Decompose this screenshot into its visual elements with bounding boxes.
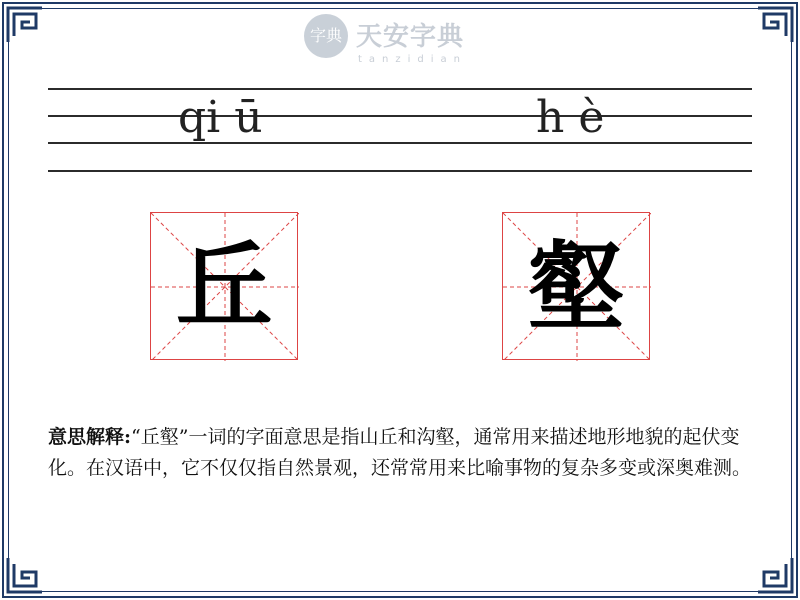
- pinyin-line-1: [48, 88, 752, 90]
- character-second: 壑: [528, 230, 624, 343]
- logo-subtitle: tanzidian: [358, 54, 468, 65]
- pinyin-second: h è: [536, 92, 605, 143]
- logo-title: 天安字典: [356, 22, 465, 52]
- corner-ornament-bottom-right: [754, 554, 796, 596]
- inner-border: [8, 8, 792, 592]
- character-box-first: [150, 212, 298, 360]
- definition-text: “丘壑”一词的字面意思是指山丘和沟壑，通常用来描述地形地貌的起伏变化。在汉语中，它不仅仅指自然景观，还常常用来比喻事物的复杂多变或深奥难测。: [48, 426, 752, 479]
- definition-label: 意思解释:: [48, 426, 132, 448]
- pinyin-first: qi ū: [178, 92, 263, 143]
- pinyin-line-3: [48, 142, 752, 144]
- corner-ornament-top-left: [4, 4, 46, 46]
- watermark-logo: [300, 10, 500, 70]
- pinyin-line-2: [48, 115, 752, 117]
- definition-paragraph: [48, 422, 752, 484]
- logo-badge: 字典: [304, 14, 348, 58]
- corner-ornament-top-right: [754, 4, 796, 46]
- character-first: 丘: [176, 230, 272, 343]
- corner-ornament-bottom-left: [4, 554, 46, 596]
- character-box-second: [502, 212, 650, 360]
- pinyin-line-4: [48, 170, 752, 172]
